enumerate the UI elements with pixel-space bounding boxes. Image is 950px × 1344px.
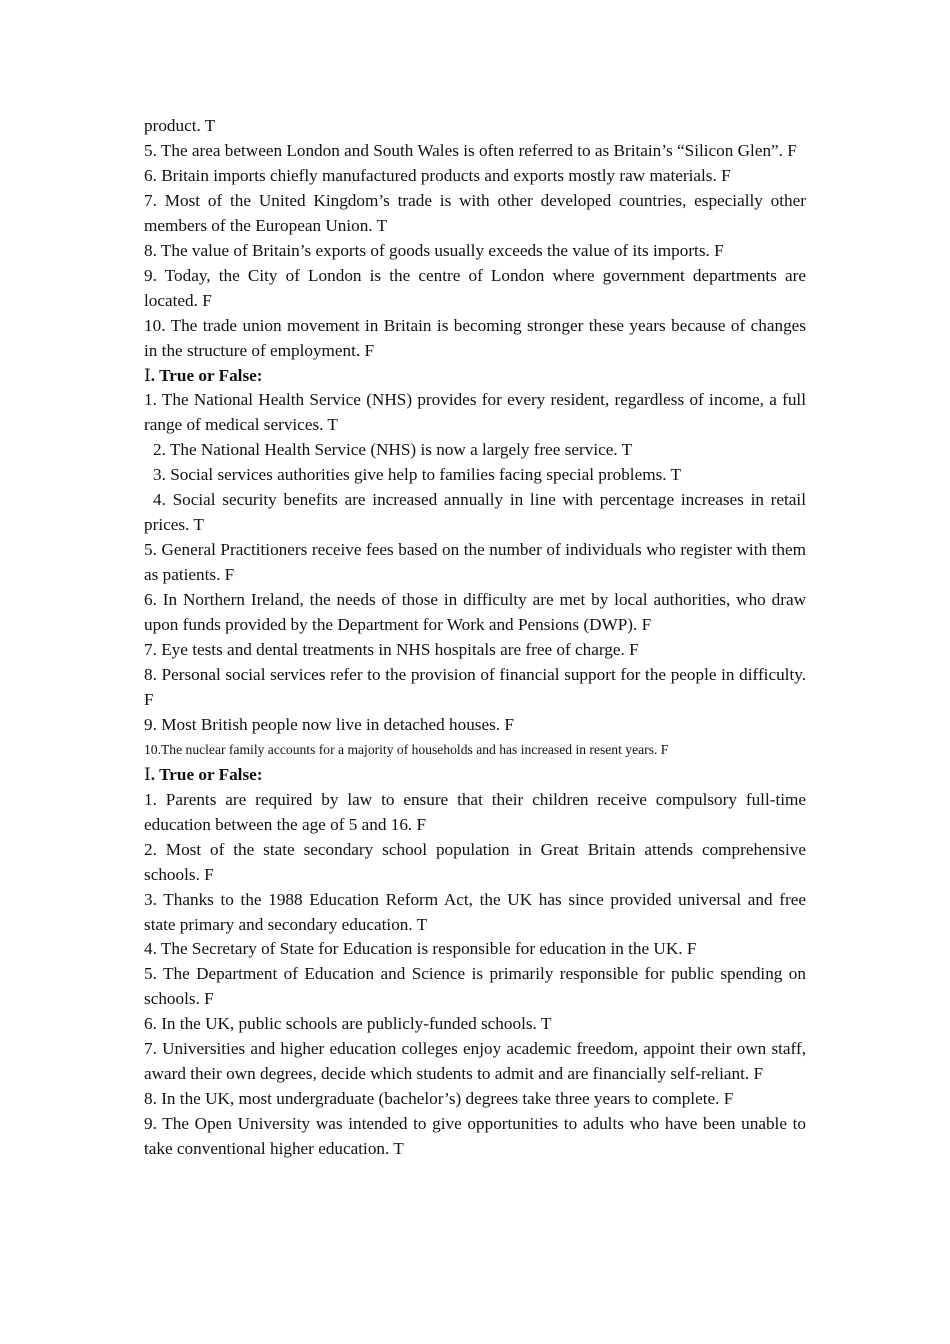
answer-line: 2. Most of the state secondary school population in Great Britain attends comprehensive schools. F: [144, 839, 806, 884]
answer-line: 6. Britain imports chiefly manufactured products and exports mostly raw materials. F: [144, 165, 731, 185]
answer-line: 7. Eye tests and dental treatments in NHS hospitals are free of charge. F: [144, 640, 639, 660]
section-heading-education: [144, 763, 806, 788]
answer-line: 3. Social services authorities give help to families facing special problems. T: [153, 465, 682, 485]
heading-numeral: Ⅰ: [144, 365, 151, 385]
answer-line: 5. The Department of Education and Science is primarily responsible for public spending on schools. F: [144, 964, 806, 1009]
answer-line: 2. The National Health Service (NHS) is now a largely free service. T: [153, 440, 633, 460]
answer-line: [144, 488, 806, 538]
answer-line: 5. General Practitioners receive fees based on the number of individuals who register with them as patients. F: [144, 540, 806, 585]
answer-line: 8. Personal social services refer to the provision of financial support for the people in difficulty. F: [144, 664, 806, 709]
answer-line: 7. Most of the United Kingdom’s trade is with other developed countries, especially other members of the European Union. T: [144, 190, 806, 235]
answer-line: 8. The value of Britain’s exports of goods usually exceeds the value of its imports. F: [144, 240, 724, 260]
answer-line: 4. The Secretary of State for Education is responsible for education in the UK. F: [144, 939, 697, 959]
answer-line: 1. Parents are required by law to ensure that their children receive compulsory full-time education between the age of 5 and 16. F: [144, 789, 806, 834]
section-heading-health: [144, 364, 806, 389]
answer-line: 10. The trade union movement in Britain is becoming stronger these years because of changes in the structure of employment. F: [144, 315, 806, 360]
document-page: [144, 114, 806, 1162]
answer-line: 1. The National Health Service (NHS) provides for every resident, regardless of income, a full range of medical services. T: [144, 390, 806, 435]
answer-line-text: 4. Social security benefits are increased annually in line with percentage increases in retail prices. T: [144, 490, 806, 535]
answer-line: product. T: [144, 116, 216, 135]
answer-line: 9. Most British people now live in detached houses. F: [144, 714, 514, 734]
answer-line: 3. Thanks to the 1988 Education Reform Act, the UK has since provided universal and free state primary and secondary education. T: [144, 889, 806, 934]
heading-text: . True or False:: [150, 764, 263, 784]
answer-line: 6. In the UK, public schools are publicly-funded schools. T: [144, 1014, 552, 1034]
answer-line: 9. Today, the City of London is the centre of London where government departments are located. F: [144, 265, 806, 310]
heading-text: . True or False:: [150, 365, 263, 385]
answer-line: 9. The Open University was intended to give opportunities to adults who have been unable to take conventional higher education. T: [144, 1114, 806, 1159]
answer-line: 6. In Northern Ireland, the needs of those in difficulty are met by local authorities, who draw upon funds provided by the Department for Work and Pensions (DWP). F: [144, 590, 806, 635]
answer-line: 7. Universities and higher education colleges enjoy academic freedom, appoint their own staff, award their own degrees, decide which students to admit and are financially self-reliant. F: [144, 1039, 806, 1084]
heading-numeral: Ⅰ: [144, 764, 151, 784]
answer-line: 5. The area between London and South Wales is often referred to as Britain’s “Silicon Glen”. F: [144, 140, 797, 160]
answer-line: 10.The nuclear family accounts for a majority of households and has increased in resent years. F: [144, 741, 669, 757]
answer-line: 8. In the UK, most undergraduate (bachelor’s) degrees take three years to complete. F: [144, 1089, 734, 1109]
